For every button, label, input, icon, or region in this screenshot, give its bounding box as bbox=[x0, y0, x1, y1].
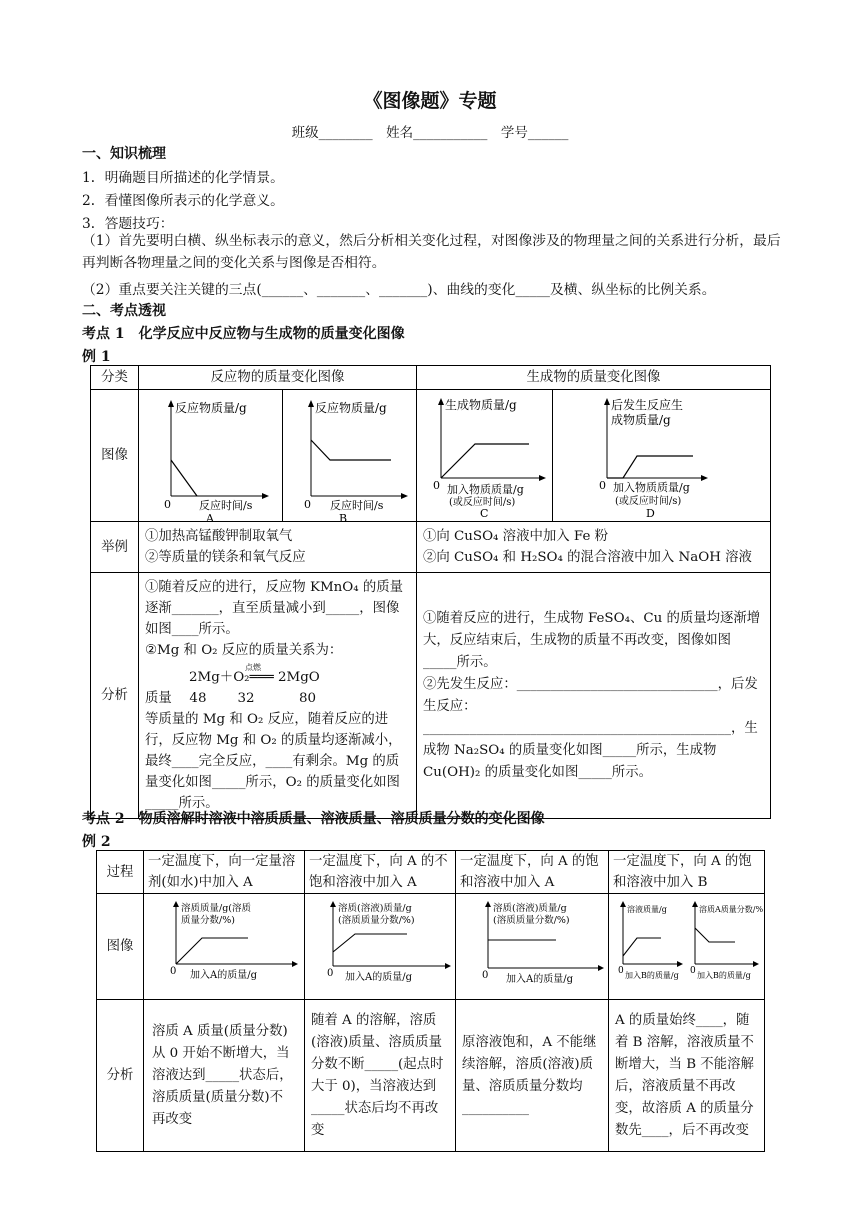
graph4a-ylabel: 溶液质量/g bbox=[627, 905, 667, 914]
section2-heading: 二、考点透视 bbox=[82, 303, 166, 319]
graph1-ylabel: 溶质质量/g(溶质 bbox=[181, 903, 251, 914]
graph4b-origin: 0 bbox=[690, 966, 696, 976]
analysis-product-2: ②先发生反应：______________________________，后发生反应：______________________________________________，生成物 Na₂SO₄ 的质量变化如图_____所示，生成物 Cu(OH)₂ 的质量变化如图_____所示。 bbox=[423, 676, 758, 780]
tip-2: （2）重点要关注关键的三点(______、_______、_______)、曲线的变化_____及横、纵坐标的比例关系。 bbox=[82, 282, 716, 298]
equation-block bbox=[145, 661, 410, 688]
graph-c-cell bbox=[417, 390, 553, 522]
graph-b bbox=[283, 390, 416, 525]
graph-c-xlabel2: (或反应时间/s) bbox=[449, 497, 516, 508]
graph-a-xlabel: 反应时间/s bbox=[199, 499, 253, 512]
example-product-cell bbox=[417, 522, 771, 573]
graph-b-origin: 0 bbox=[304, 498, 311, 511]
graph3-xlabel: 加入A的质量/g bbox=[506, 974, 573, 985]
graph4b-ylabel: 溶质A质量分数/% bbox=[699, 905, 764, 914]
example-reactant-cell bbox=[139, 522, 417, 573]
solubility-graph-3 bbox=[456, 894, 608, 992]
exam-point-2: 考点 2 物质溶解时溶液中溶质质量、溶液质量、溶质质量分数的变化图像 bbox=[82, 811, 545, 827]
solubility-graph-4-cell bbox=[609, 894, 765, 1000]
example-1-table bbox=[90, 365, 771, 819]
analysis-reactant-2: ②Mg 和 O₂ 反应的质量关系为： bbox=[145, 643, 343, 658]
analysis-1: 溶质 A 质量(质量分数)从 0 开始不断增大，当溶液达到_____状态后，溶质质量(质量分数)不再改变 bbox=[144, 1000, 305, 1152]
graph-c-xlabel: 加入物质质量/g bbox=[447, 483, 524, 496]
knowledge-item-2: 2．看懂图像所表示的化学意义。 bbox=[82, 193, 284, 209]
graph4b-xlabel: 加入B的质量/g bbox=[697, 971, 751, 980]
process-1: 一定温度下，向一定量溶剂(如水)中加入 A bbox=[144, 851, 305, 894]
reaction-condition: 点燃 bbox=[245, 663, 261, 672]
example-product-1: ①向 CuSO₄ 溶液中加入 Fe 粉 bbox=[423, 529, 609, 544]
tip-1: （1）首先要明白横、纵坐标表示的意义，然后分析相关变化过程，对图像涉及的物理量之间的关系进行分析，最后再判断各物理量之间的变化关系与图像是否相符。 bbox=[82, 233, 781, 271]
section1-heading: 一、知识梳理 bbox=[82, 146, 166, 162]
analysis-product-cell bbox=[417, 573, 771, 819]
process-3: 一定温度下，向 A 的饱和溶液中加入 A bbox=[456, 851, 609, 894]
example-reactant-2: ②等质量的镁条和氧气反应 bbox=[145, 550, 306, 565]
graph-b-ylabel: 反应物质量/g bbox=[315, 401, 387, 415]
student-info-line: 班级________ 姓名___________ 学号______ bbox=[291, 125, 569, 141]
graph-a-letter: A bbox=[206, 512, 214, 525]
graph2-ylabel2: (溶质质量分数/%) bbox=[338, 915, 415, 926]
knowledge-item-3: 3．答题技巧： bbox=[82, 216, 174, 232]
analysis-3: 原溶液饱和，A 不能继续溶解，溶质(溶液)质量、溶质质量分数均__________ bbox=[456, 1000, 609, 1152]
graph3-ylabel2: (溶质质量分数/%) bbox=[493, 915, 570, 926]
analysis-reactant-1: ①随着反应的进行，反应物 KMnO₄ 的质量逐渐_______，直至质量减小到_____，图像如图____所示。 bbox=[145, 580, 404, 637]
example-reactant-1: ①加热高锰酸钾制取氧气 bbox=[145, 529, 293, 544]
knowledge-item-1: 1．明确题目所描述的化学情景。 bbox=[82, 170, 284, 186]
example-2-table bbox=[96, 850, 765, 1152]
example-product-2: ②向 CuSO₄ 和 H₂SO₄ 的混合溶液中加入 NaOH 溶液 bbox=[423, 550, 752, 565]
graph-c bbox=[417, 390, 552, 520]
graph-d-ylabel2: 成物质量/g bbox=[611, 413, 671, 427]
header-category: 分类 bbox=[91, 366, 139, 390]
solubility-graph-1-cell bbox=[144, 894, 305, 1000]
graph4a-xlabel: 加入B的质量/g bbox=[625, 971, 679, 980]
analysis-4: A 的质量始终____，随着 B 溶解，溶液质量不断增大，当 B 不能溶解后，溶液质量不再改变，故溶质 A 的质量分数先____，后不再改变 bbox=[609, 1000, 765, 1152]
page-title: 《图像题》专题 bbox=[363, 90, 497, 112]
row-label-analysis-2: 分析 bbox=[97, 1000, 144, 1152]
solubility-graph-2 bbox=[305, 894, 455, 992]
graph-d-xlabel2: (或反应时间/s) bbox=[615, 496, 682, 507]
row-label-image: 图像 bbox=[91, 390, 139, 522]
graph3-ylabel: 溶质(溶液)质量/g bbox=[493, 903, 567, 914]
example-1-label: 例 1 bbox=[82, 349, 111, 365]
graph-d bbox=[553, 390, 770, 520]
graph-d-xlabel: 加入物质质量/g bbox=[613, 481, 690, 494]
process-2: 一定温度下，向 A 的不饱和溶液中加入 A bbox=[305, 851, 456, 894]
analysis-2: 随着 A 的溶解，溶质(溶液)质量、溶质质量分数不断_____(起点时大于 0)，当溶液达到_____状态后均不再改变 bbox=[305, 1000, 456, 1152]
exam-point-1: 考点 1 化学反应中反应物与生成物的质量变化图像 bbox=[82, 326, 405, 342]
graph-b-xlabel: 反应时间/s bbox=[330, 499, 384, 512]
graph2-origin: 0 bbox=[327, 968, 334, 979]
row-label-image-2: 图像 bbox=[97, 894, 144, 1000]
header-product: 生成物的质量变化图像 bbox=[417, 366, 771, 390]
graph-b-letter: B bbox=[339, 512, 348, 525]
graph-c-origin: 0 bbox=[433, 479, 440, 492]
graph-d-origin: 0 bbox=[599, 479, 606, 492]
analysis-product-1: ①随着反应的进行，生成物 FeSO₄、Cu 的质量均逐渐增大，反应结束后，生成物的质量不再改变，图像如图_____所示。 bbox=[423, 610, 761, 670]
header-reactant: 反应物的质量变化图像 bbox=[139, 366, 417, 390]
analysis-reactant-3: 等质量的 Mg 和 O₂ 反应，随着反应的进行，反应物 Mg 和 O₂ 的质量均逐渐减小，最终____完全反应，____有剩余。Mg 的质量变化如图_____所示，O₂ 的质量变化如图_____所示。 bbox=[145, 712, 402, 811]
graph2-xlabel: 加入A的质量/g bbox=[345, 972, 412, 983]
graph-b-cell bbox=[283, 390, 417, 525]
example-2-label: 例 2 bbox=[82, 834, 111, 850]
reaction-equation: 2Mg＋O₂═══ 2MgO bbox=[189, 670, 320, 685]
graph4a-origin: 0 bbox=[618, 966, 624, 976]
solubility-graph-4 bbox=[609, 894, 764, 992]
graph-d-cell bbox=[553, 390, 771, 522]
row-label-analysis: 分析 bbox=[91, 573, 139, 819]
graph1-origin: 0 bbox=[170, 966, 177, 977]
header-process: 过程 bbox=[97, 851, 144, 894]
graph-a-origin: 0 bbox=[164, 498, 171, 511]
graph-d-letter: D bbox=[646, 507, 655, 520]
graph-d-ylabel: 后发生反应生 bbox=[611, 398, 684, 412]
row-label-example: 举例 bbox=[91, 522, 139, 573]
solubility-graph-3-cell bbox=[456, 894, 609, 1000]
graph1-ylabel2: 质量分数/%) bbox=[181, 915, 235, 926]
graph1-xlabel: 加入A的质量/g bbox=[190, 970, 257, 981]
graph3-origin: 0 bbox=[482, 970, 489, 981]
graph-c-letter: C bbox=[480, 507, 489, 520]
graph-a-cell bbox=[139, 390, 283, 525]
process-4: 一定温度下，向 A 的饱和溶液中加入 B bbox=[609, 851, 765, 894]
analysis-reactant-cell bbox=[139, 573, 417, 819]
solubility-graph-2-cell bbox=[305, 894, 456, 1000]
mass-relation: 质量 48 32 80 bbox=[145, 691, 317, 706]
graph2-ylabel: 溶质(溶液)质量/g bbox=[338, 903, 412, 914]
graph-a bbox=[139, 390, 282, 525]
solubility-graph-1 bbox=[144, 894, 304, 992]
graph-a-ylabel: 反应物质量/g bbox=[175, 401, 247, 415]
graph-c-ylabel: 生成物质量/g bbox=[445, 398, 517, 412]
